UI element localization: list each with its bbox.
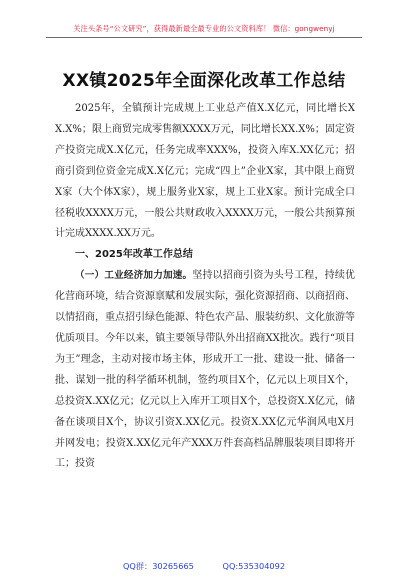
footer-qq: QQ:535304092: [222, 561, 286, 571]
document-title: XX镇2025年全面深化改革工作总结: [62, 71, 346, 91]
subsection-paragraph: [55, 266, 355, 475]
section-heading: 一、2025年改革工作总结: [75, 249, 193, 261]
subsection-body: 坚持以招商引资为头号工程，持续优化营商环境，结合资源禀赋和发展实际，强化资源招商、以商招商、以情招商，重点招引绿色能源、特色农产品、服装纺织、文化旅游等优质项目。今年以来，镇主要领导带队外出招商XX批次。践行“项目为王”理念，主动对接市场主体，形成开工一批、建设一批、储备一批、谋划一批的科学循环机制，签约项目X个，亿元以上项目X个，总投资X.XX亿元；亿元以上入库开工项目X个，总投资X.X亿元，储备在谈项目X个，协议引资X.XX亿元。投资X.XX亿元华润风电X月并网发电；投资X.XX亿元年产XXX万件套高档品牌服装项目即将开工；投资: [55, 270, 356, 470]
footer-contact: [0, 561, 408, 572]
subsection-lead: （一）工业经济加力加速。: [75, 270, 193, 282]
footer-qq-group: QQ群：30265665: [122, 561, 194, 571]
header-notice: 关注头条号“公文研究”，获得最新最全最专业的公文资料库！ 微信：gongwenyj: [73, 24, 335, 33]
header-divider: [46, 37, 362, 38]
intro-paragraph: 2025年，全镇预计完成规上工业总产值X.X亿元，同比增长XX.X%；限上商贸完成零售额XXXX万元，同比增长XX.X%；固定资产投资完成X.X亿元，任务完成率XXX%，投资入库X.XX亿元；招商引资到位资金完成X.X亿元；完成“四上”企业X家，其中限上商贸X家（大个体X家），规上服务业X家，规上工业X家。预计完成全口径税收XXXX万元，一般公共财政收入XXXX万元，一般公共预算预计完成XXXX.XX万元。: [55, 103, 355, 240]
document-body: [55, 99, 355, 475]
